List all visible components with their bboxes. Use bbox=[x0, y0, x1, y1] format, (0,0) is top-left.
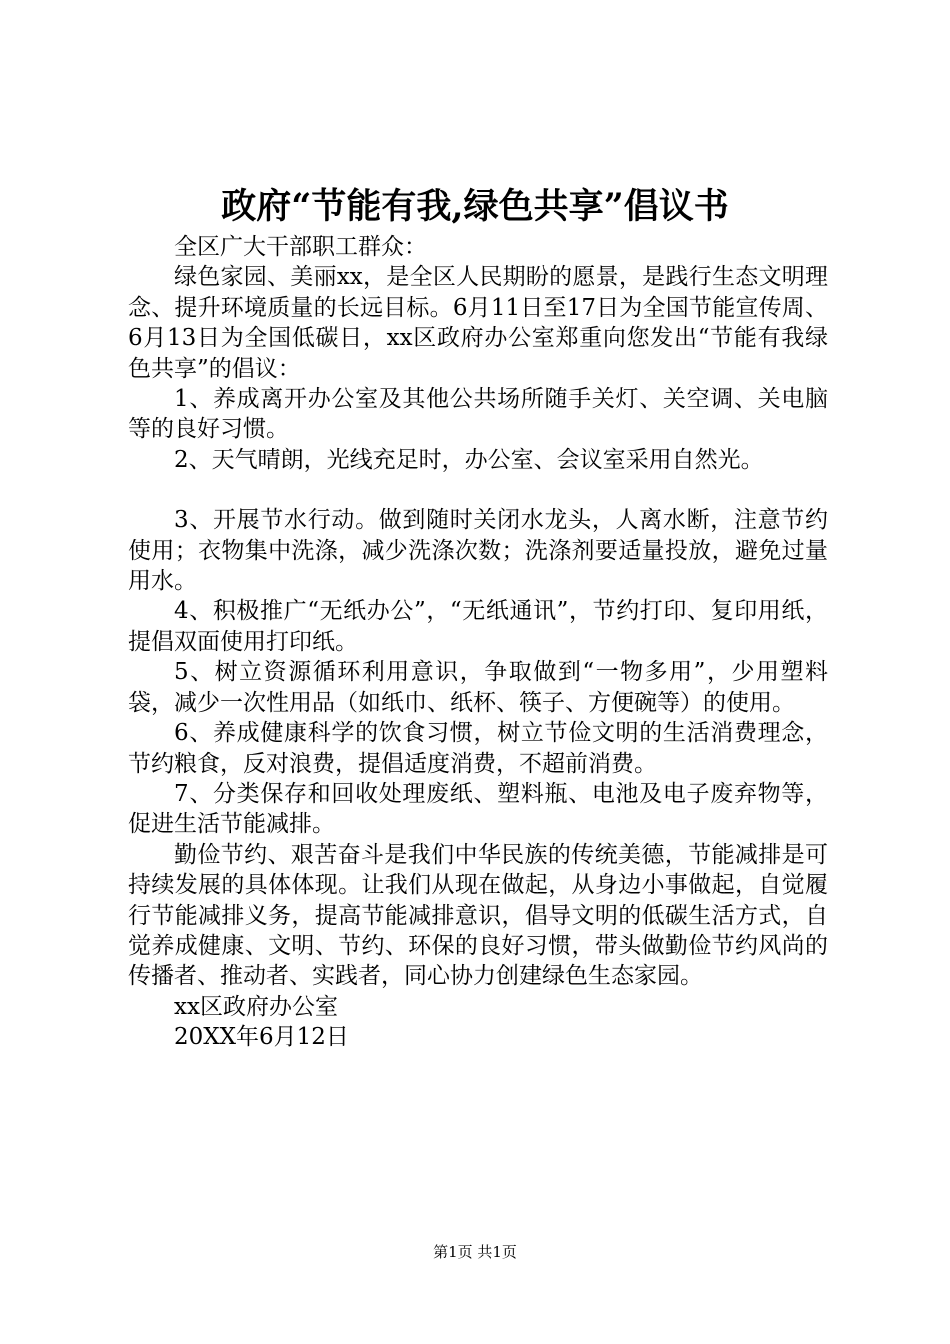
blank-line bbox=[128, 475, 828, 505]
item-4: 4、积极推广“无纸办公”，“无纸通讯”，节约打印、复印用纸，提倡双面使用打印纸。 bbox=[128, 598, 828, 655]
page-number: 第1页 共1页 bbox=[433, 1243, 517, 1261]
document-body bbox=[128, 232, 828, 1053]
intro-paragraph: 绿色家园、美丽xx，是全区人民期盼的愿景，是践行生态文明理念、提升环境质量的长远目标。6月11日至17日为全国节能宣传周、6月13日为全国低碳日，xx区政府办公室郑重向您发出“节能有我绿色共享”的倡议： bbox=[128, 264, 828, 382]
item-3: 3、开展节水行动。做到随时关闭水龙头，人离水断，注意节约使用；衣物集中洗涤，减少洗涤次数；洗涤剂要适量投放，避免过量用水。 bbox=[128, 507, 828, 595]
item-7: 7、分类保存和回收处理废纸、塑料瓶、电池及电子废弃物等，促进生活节能减排。 bbox=[128, 780, 828, 838]
closing-paragraph: 勤俭节约、艰苦奋斗是我们中华民族的传统美德，节能减排是可持续发展的具体体现。让我们从现在做起，从身边小事做起，自觉履行节能减排义务，提高节能减排意识，倡导文明的低碳生活方式，自觉养成健康、文明、节约、环保的良好习惯，带头做勤俭节约风尚的传播者、推动者、实践者，同心协力创建绿色生态家园。 bbox=[128, 841, 828, 990]
document-title: 政府“节能有我,绿色共享”倡议书 bbox=[221, 186, 729, 227]
salutation: 全区广大干部职工群众： bbox=[174, 234, 427, 260]
item-1: 1、养成离开办公室及其他公共场所随手关灯、关空调、关电脑等的良好习惯。 bbox=[128, 386, 828, 443]
item-2: 2、天气晴朗，光线充足时，办公室、会议室采用自然光。 bbox=[174, 446, 764, 473]
item-5: 5、树立资源循环利用意识，争取做到“一物多用”，少用塑料袋，减少一次性用品（如纸巾、纸杯、筷子、方便碗等）的使用。 bbox=[128, 659, 828, 716]
signature: xx区政府办公室 bbox=[174, 993, 338, 1020]
item-6: 6、养成健康科学的饮食习惯，树立节俭文明的生活消费理念，节约粮食，反对浪费，提倡适度消费，不超前消费。 bbox=[128, 720, 828, 777]
date: 20XX年6月12日 bbox=[174, 1024, 349, 1051]
